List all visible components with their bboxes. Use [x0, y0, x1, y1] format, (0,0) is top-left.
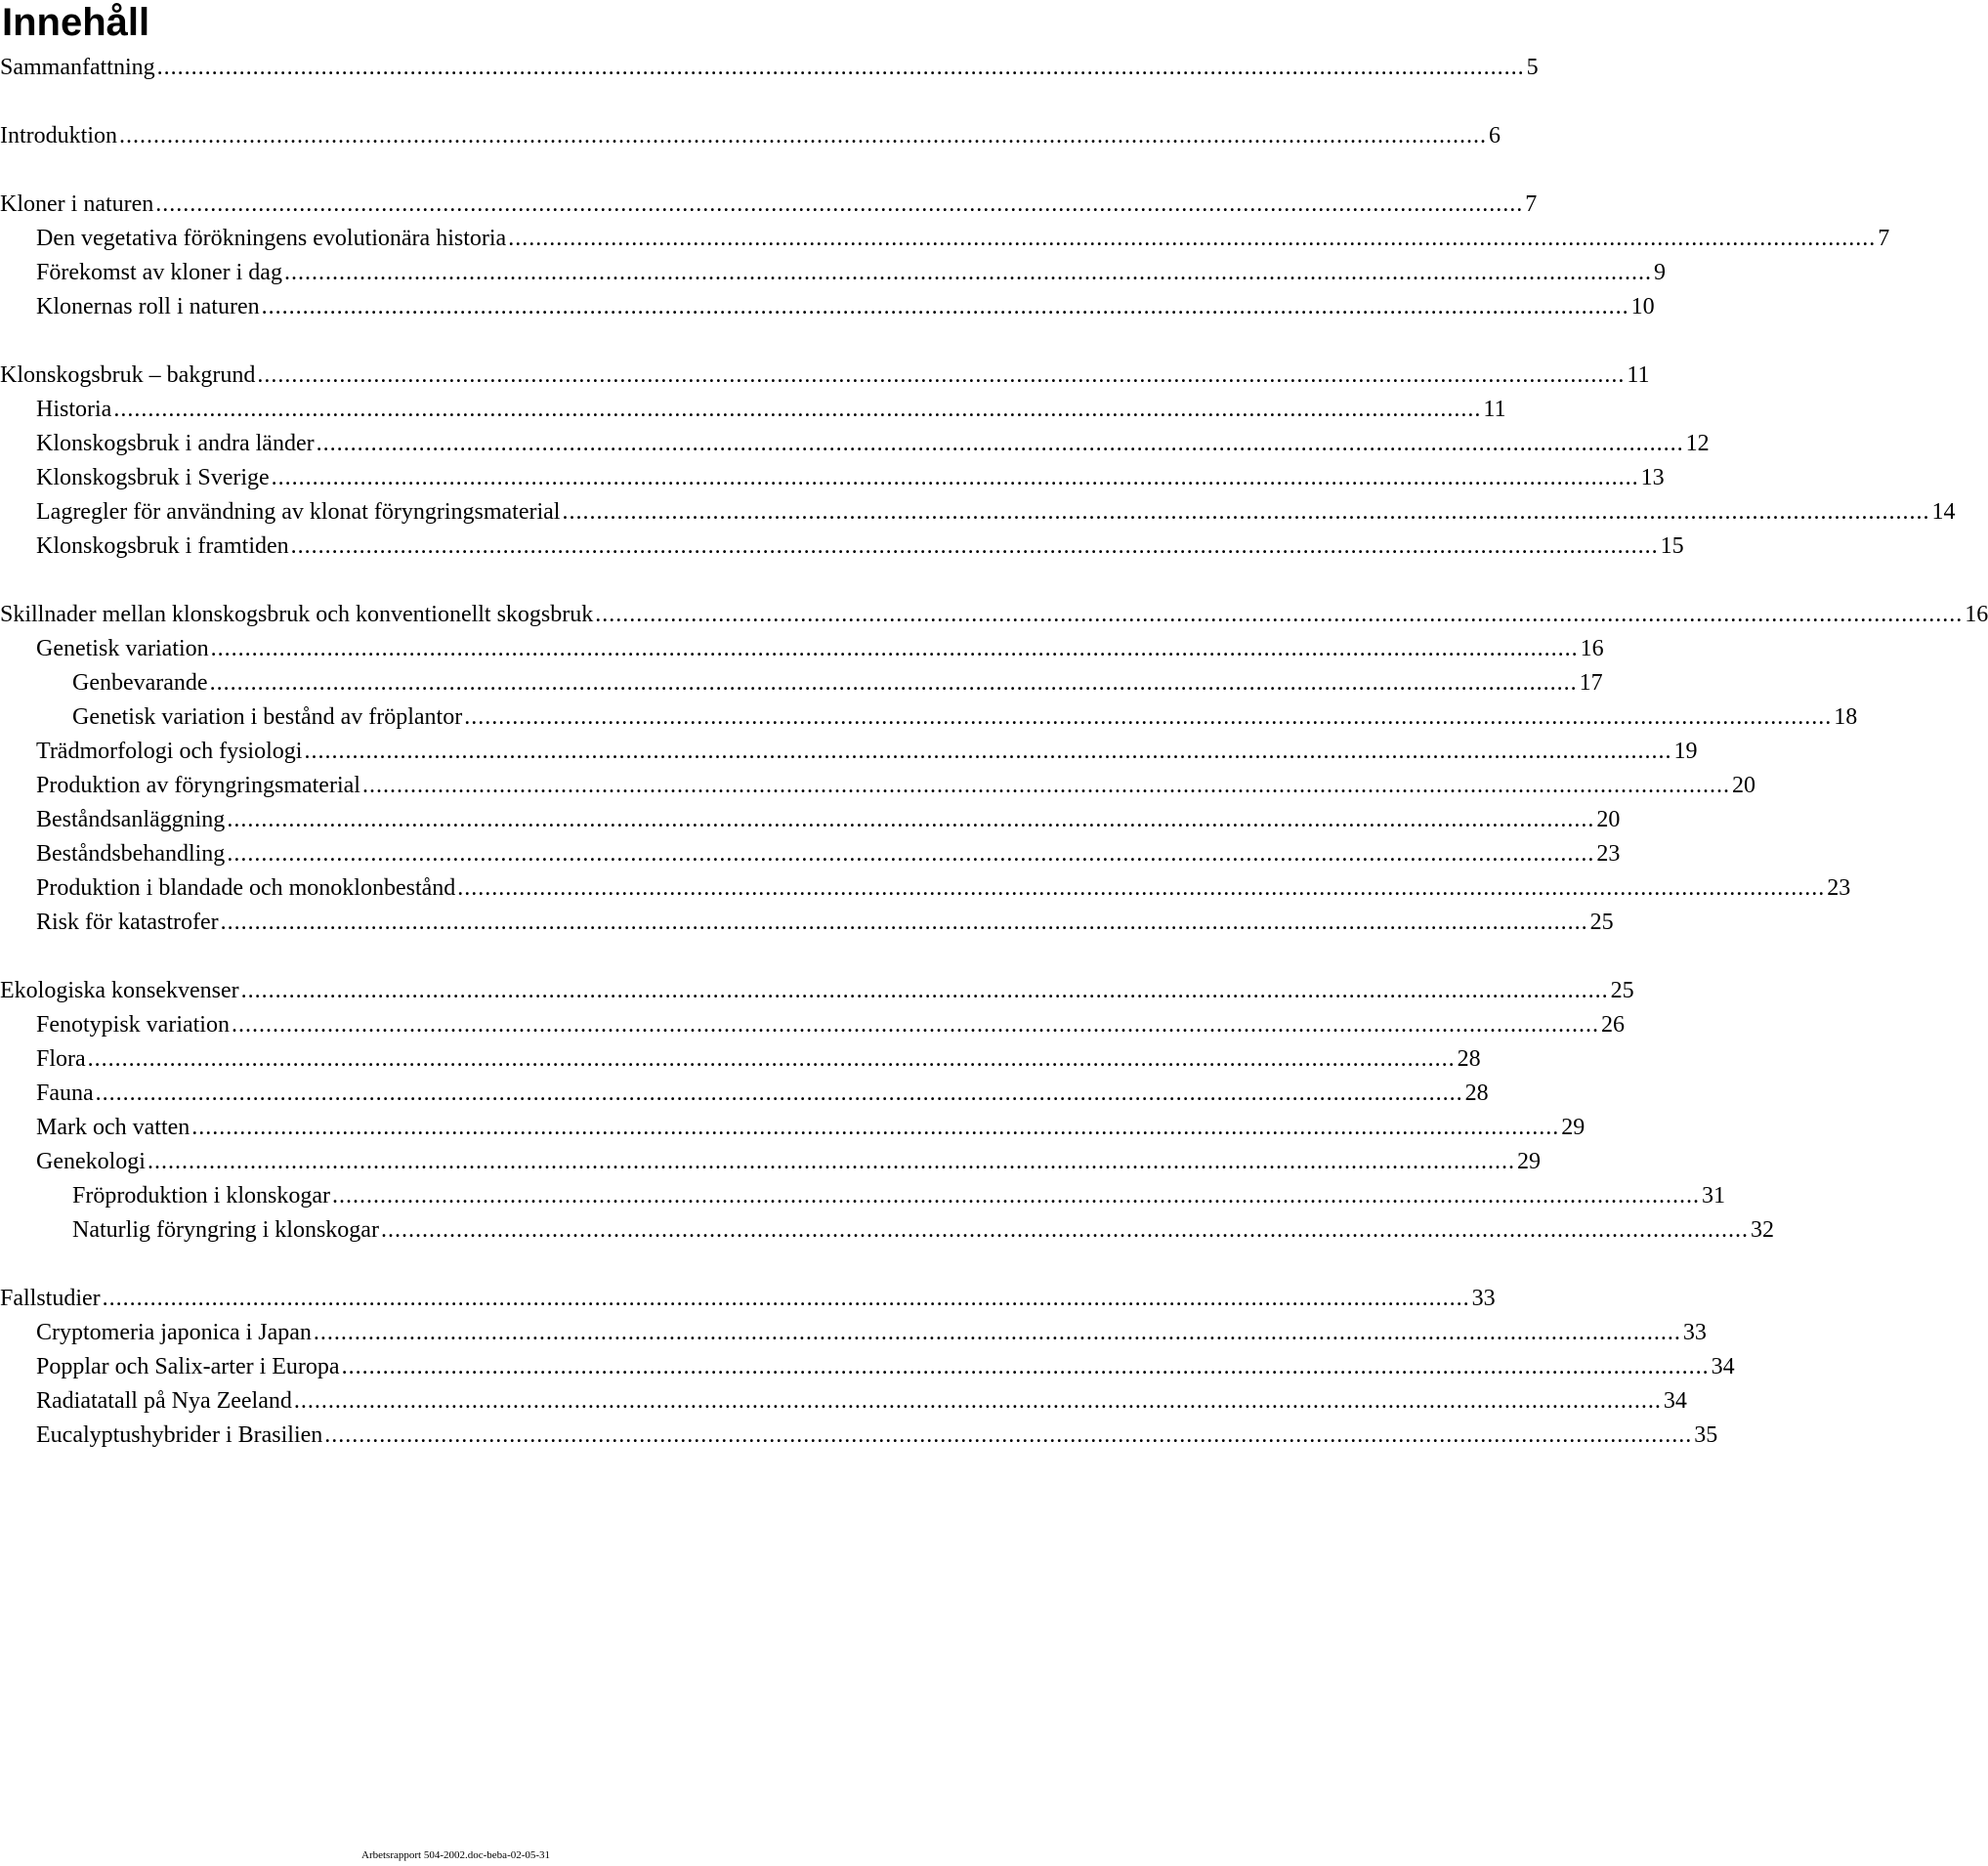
toc-dot-leader: ........................................................................................................................................................................................................	[316, 431, 1684, 456]
page-title: Innehåll	[2, 1, 150, 44]
toc-entry[interactable]	[36, 805, 1621, 834]
toc-entry-page-number: 28	[1464, 1081, 1489, 1106]
toc-dot-leader: ........................................................................................................................................................................................................	[156, 55, 1525, 80]
toc-entry-label: Den vegetativa förökningens evolutionära historia	[36, 226, 507, 251]
toc-entry[interactable]	[36, 1318, 1707, 1347]
toc-dot-leader: ........................................................................................................................................................................................................	[220, 910, 1588, 935]
toc-dot-leader: ........................................................................................................................................................................................................	[290, 533, 1659, 559]
toc-entry-page-number: 11	[1627, 362, 1650, 388]
toc-dot-leader: ........................................................................................................................................................................................................	[293, 1388, 1662, 1414]
toc-entry-label: Klonskogsbruk i framtiden	[36, 533, 289, 559]
toc-entry-label: Klonskogsbruk – bakgrund	[0, 362, 256, 388]
toc-entry-label: Fenotypisk variation	[36, 1012, 230, 1038]
toc-dot-leader: ........................................................................................................................................................................................................	[464, 704, 1833, 730]
toc-dot-leader: ........................................................................................................................................................................................................	[209, 670, 1578, 696]
toc-entry[interactable]	[0, 190, 1538, 219]
toc-entry[interactable]	[36, 258, 1666, 287]
toc-entry[interactable]	[0, 53, 1539, 82]
toc-entry-page-number: 33	[1682, 1320, 1707, 1345]
toc-entry-page-number: 32	[1750, 1217, 1774, 1243]
toc-entry-page-number: 23	[1827, 875, 1851, 901]
toc-entry-label: Cryptomeria japonica i Japan	[36, 1320, 312, 1345]
toc-dot-leader: ........................................................................................................................................................................................................	[87, 1046, 1456, 1072]
toc-dot-leader: ........................................................................................................................................................................................................	[231, 1012, 1599, 1038]
toc-entry-page-number: 23	[1596, 841, 1621, 867]
toc-dot-leader: ........................................................................................................................................................................................................	[562, 499, 1930, 525]
toc-entry-page-number: 25	[1589, 910, 1614, 935]
toc-entry-label: Radiatatall på Nya Zeeland	[36, 1388, 292, 1414]
toc-entry[interactable]	[36, 908, 1614, 937]
toc-entry-page-number: 34	[1711, 1354, 1735, 1379]
toc-dot-leader: ........................................................................................................................................................................................................	[457, 875, 1826, 901]
toc-entry[interactable]	[36, 1010, 1625, 1039]
toc-entry-page-number: 29	[1516, 1149, 1541, 1174]
toc-dot-leader: ........................................................................................................................................................................................................	[155, 191, 1524, 217]
toc-dot-leader: ........................................................................................................................................................................................................	[341, 1354, 1710, 1379]
toc-entry-page-number: 5	[1526, 55, 1539, 80]
toc-dot-leader: ........................................................................................................................................................................................................	[257, 362, 1626, 388]
toc-entry-label: Popplar och Salix-arter i Europa	[36, 1354, 340, 1379]
toc-dot-leader: ........................................................................................................................................................................................................	[361, 773, 1730, 798]
toc-entry[interactable]	[36, 839, 1621, 869]
toc-dot-leader: ........................................................................................................................................................................................................	[271, 465, 1639, 490]
toc-entry[interactable]	[36, 873, 1851, 903]
toc-entry-page-number: 31	[1702, 1183, 1725, 1209]
toc-entry-label: Mark och vatten	[36, 1115, 190, 1140]
toc-entry-page-number: 11	[1483, 397, 1506, 422]
toc-dot-leader: ........................................................................................................................................................................................................	[95, 1081, 1463, 1106]
toc-entry[interactable]	[0, 600, 1988, 629]
toc-entry-page-number: 10	[1630, 294, 1655, 319]
toc-entry[interactable]	[36, 224, 1890, 253]
toc-entry-page-number: 28	[1457, 1046, 1481, 1072]
toc-entry-label: Genetisk variation i bestånd av fröplantor	[72, 704, 463, 730]
toc-dot-leader: ........................................................................................................................................................................................................	[380, 1217, 1749, 1243]
toc-entry-label: Produktion av föryngringsmaterial	[36, 773, 360, 798]
toc-entry-label: Naturlig föryngring i klonskogar	[72, 1217, 379, 1243]
toc-entry-page-number: 17	[1579, 670, 1603, 696]
toc-entry-label: Fauna	[36, 1081, 94, 1106]
toc-dot-leader: ........................................................................................................................................................................................................	[119, 123, 1487, 148]
toc-entry[interactable]	[0, 121, 1501, 150]
toc-entry-page-number: 26	[1600, 1012, 1625, 1038]
toc-entry-label: Kloner i naturen	[0, 191, 154, 217]
toc-entry[interactable]	[36, 1079, 1489, 1108]
toc-entry-label: Klonskogsbruk i Sverige	[36, 465, 270, 490]
toc-entry-page-number: 9	[1653, 260, 1666, 285]
toc-entry-page-number: 20	[1596, 807, 1621, 832]
toc-entry[interactable]	[36, 1147, 1541, 1176]
toc-entry[interactable]	[72, 668, 1603, 698]
toc-entry-page-number: 33	[1471, 1286, 1496, 1311]
toc-entry-page-number: 35	[1694, 1422, 1718, 1448]
toc-dot-leader: ........................................................................................................................................................................................................	[595, 602, 1964, 627]
toc-entry-page-number: 12	[1685, 431, 1710, 456]
toc-entry[interactable]	[36, 1113, 1586, 1142]
toc-entry[interactable]	[0, 360, 1650, 390]
toc-entry-page-number: 7	[1525, 191, 1538, 217]
toc-entry-page-number: 29	[1561, 1115, 1586, 1140]
toc-entry[interactable]	[0, 1284, 1496, 1313]
toc-entry-page-number: 7	[1878, 226, 1890, 251]
toc-entry[interactable]	[36, 1421, 1718, 1450]
toc-entry-label: Genekologi	[36, 1149, 146, 1174]
toc-dot-leader: ........................................................................................................................................................................................................	[508, 226, 1877, 251]
toc-entry-label: Genetisk variation	[36, 636, 209, 661]
toc-entry-label: Sammanfattning	[0, 55, 155, 80]
toc-entry-label: Klonskogsbruk i andra länder	[36, 431, 315, 456]
toc-entry-page-number: 25	[1610, 978, 1634, 1003]
toc-entry-page-number: 13	[1640, 465, 1665, 490]
toc-entry-label: Produktion i blandade och monoklonbestånd	[36, 875, 456, 901]
toc-dot-leader: ........................................................................................................................................................................................................	[240, 978, 1609, 1003]
toc-entry-label: Flora	[36, 1046, 86, 1072]
toc-entry[interactable]	[72, 1181, 1725, 1210]
toc-entry-label: Historia	[36, 397, 112, 422]
page-footer: Arbetsrapport 504-2002.doc-beba-02-05-31	[361, 1849, 551, 1861]
toc-dot-leader: ........................................................................................................................................................................................................	[102, 1286, 1470, 1311]
toc-dot-leader: ........................................................................................................................................................................................................	[227, 841, 1595, 867]
toc-entry[interactable]	[36, 429, 1710, 458]
toc-entry-page-number: 16	[1580, 636, 1604, 661]
toc-dot-leader: ........................................................................................................................................................................................................	[332, 1183, 1700, 1209]
toc-entry-page-number: 18	[1834, 704, 1858, 730]
toc-entry-page-number: 14	[1931, 499, 1956, 525]
toc-entry-label: Genbevarande	[72, 670, 208, 696]
toc-entry-page-number: 34	[1663, 1388, 1687, 1414]
toc-entry-label: Eucalyptushybrider i Brasilien	[36, 1422, 323, 1448]
toc-entry-label: Trädmorfologi och fysiologi	[36, 739, 303, 764]
toc-entry[interactable]	[72, 702, 1858, 732]
toc-entry[interactable]	[36, 1352, 1735, 1381]
toc-dot-leader: ........................................................................................................................................................................................................	[191, 1115, 1560, 1140]
toc-dot-leader: ........................................................................................................................................................................................................	[210, 636, 1579, 661]
toc-entry-label: Beståndsbehandling	[36, 841, 226, 867]
toc-entry[interactable]	[36, 395, 1506, 424]
toc-dot-leader: ........................................................................................................................................................................................................	[324, 1422, 1693, 1448]
toc-entry-label: Ekologiska konsekvenser	[0, 978, 239, 1003]
toc-dot-leader: ........................................................................................................................................................................................................	[147, 1149, 1515, 1174]
toc-entry-label: Förekomst av kloner i dag	[36, 260, 282, 285]
toc-entry[interactable]	[36, 1044, 1481, 1074]
toc-entry[interactable]	[36, 1386, 1687, 1416]
toc-entry-label: Fröproduktion i klonskogar	[72, 1183, 330, 1209]
toc-entry-label: Klonernas roll i naturen	[36, 294, 260, 319]
toc-entry[interactable]	[36, 771, 1755, 800]
toc-entry-label: Skillnader mellan klonskogsbruk och konventionellt skogsbruk	[0, 602, 594, 627]
toc-entry-page-number: 6	[1489, 123, 1501, 148]
toc-dot-leader: ........................................................................................................................................................................................................	[227, 807, 1595, 832]
toc-entry-page-number: 16	[1965, 602, 1988, 627]
toc-dot-leader: ........................................................................................................................................................................................................	[304, 739, 1672, 764]
toc-entry-page-number: 19	[1673, 739, 1698, 764]
toc-entry[interactable]	[72, 1215, 1774, 1245]
toc-entry[interactable]	[36, 531, 1684, 561]
toc-entry-label: Beståndsanläggning	[36, 807, 226, 832]
toc-entry[interactable]	[36, 497, 1956, 527]
toc-entry-label: Fallstudier	[0, 1286, 101, 1311]
toc-entry[interactable]	[36, 292, 1655, 321]
toc-entry-page-number: 20	[1731, 773, 1755, 798]
toc-dot-leader: ........................................................................................................................................................................................................	[283, 260, 1652, 285]
toc-dot-leader: ........................................................................................................................................................................................................	[261, 294, 1629, 319]
toc-entry-label: Introduktion	[0, 123, 117, 148]
toc-entry-label: Lagregler för användning av klonat föryngringsmaterial	[36, 499, 561, 525]
toc-entry-label: Risk för katastrofer	[36, 910, 219, 935]
toc-entry[interactable]	[36, 634, 1604, 663]
toc-dot-leader: ........................................................................................................................................................................................................	[113, 397, 1482, 422]
toc-entry[interactable]	[36, 737, 1698, 766]
toc-dot-leader: ........................................................................................................................................................................................................	[313, 1320, 1681, 1345]
toc-entry[interactable]	[36, 463, 1665, 492]
toc-entry[interactable]	[0, 976, 1634, 1005]
toc-entry-page-number: 15	[1660, 533, 1684, 559]
